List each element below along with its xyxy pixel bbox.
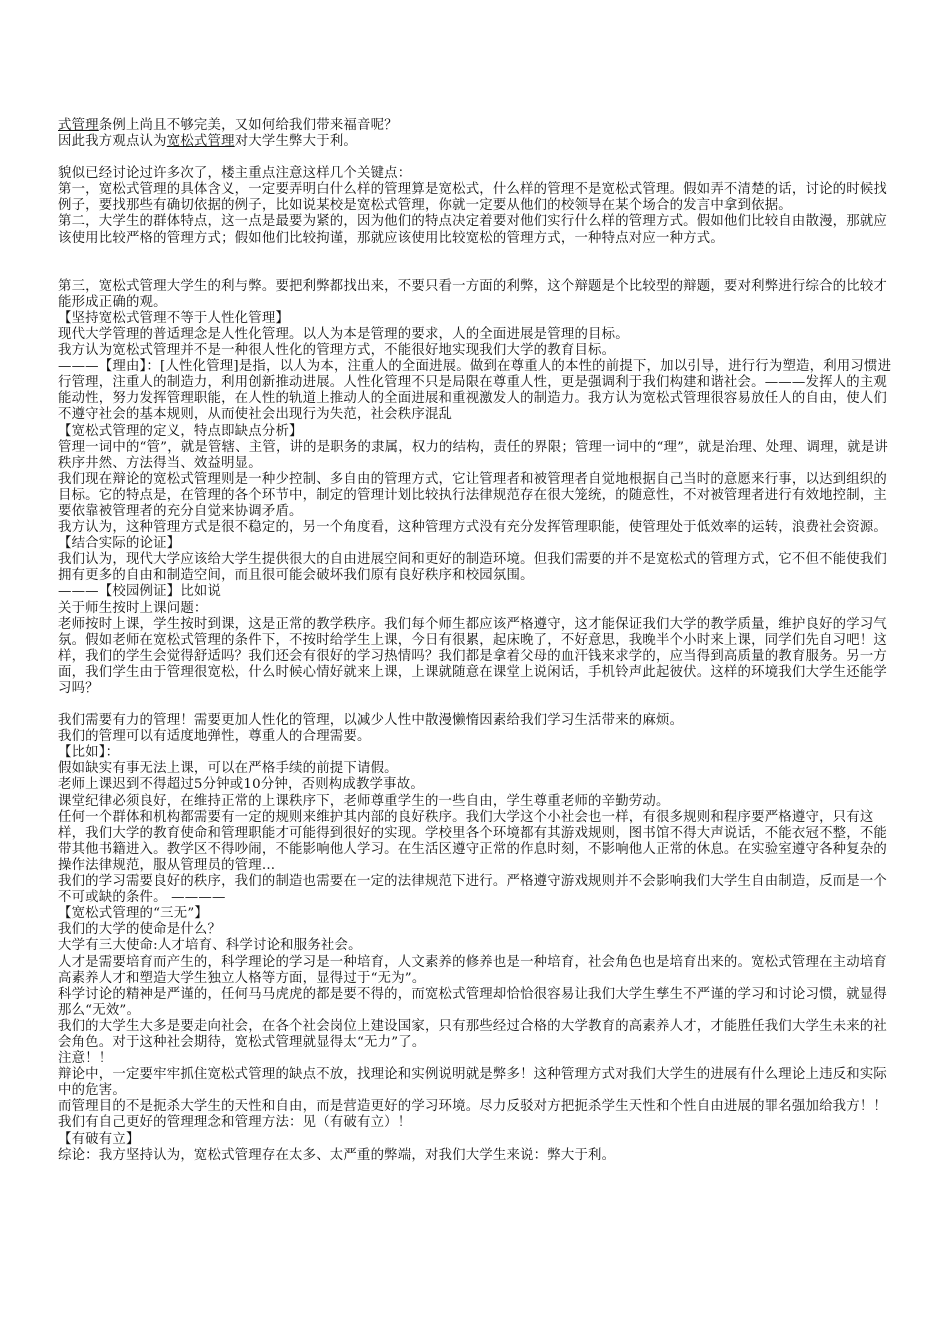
- paragraph: 辩论中，一定要牢牢抓住宽松式管理的缺点不放，找理论和实例说明就是弊多！这种管理方式对我们大学生的进展有什么理论上违反和实际中的危害。: [58, 1067, 888, 1099]
- section-heading: 【比如】：: [58, 745, 120, 761]
- paragraph: 老师按时上课，学生按时到课，这是正常的教学秩序。我们每个师生都应该严格遵守，这才能保证我们大学的教学质量，维护良好的学习气氛。假如老师在宽松式管理的条件下，不按时给学生上课，今日有很累，起床晚了，不好意思，我晚半个小时来上课，同学们先自习吧！这样，我们的学生会觉得舒适吗？我们还会有很好的学习热情吗？我们都是拿着父母的血汗钱来求学的，应当得到高质量的教育服务。另一方面，我们学生由于管理很宽松，什么时候心情好就来上课，上课就随意在课堂上说闲话，手机铃声此起彼伏。这样的环境我们大学生还能学习吗？: [58, 616, 888, 696]
- paragraph: 人才是需要培育而产生的，科学理论的学习是一种培育，人文素养的修养也是一种培育，社会角色也是培育出来的。宽松式管理在主动培育高素养人才和塑造大学生独立人格等方面，显得过于“无为”。: [58, 954, 888, 986]
- paragraph: 假如缺实有事无法上课，可以在严格手续的前提下请假。: [58, 761, 398, 777]
- section-heading: 【宽松式管理的定义，特点即缺点分析】: [58, 423, 303, 439]
- spacer: [58, 697, 900, 713]
- section-heading: 【有破有立】: [58, 1131, 140, 1147]
- paragraph: ———【理由】：[人性化管理]是指，以人为本，注重人的全面进展。做到在尊重人的本性的前提下，加以引导，进行行为塑造，利用习惯进行管理，注重人的制造力，利用创新推动进展。人性化管理不只是局限在尊重人性，更是强调利于我们构建和谐社会。———发挥人的主观能动性，努力发挥管理职能，在人性的轨道上推动人的全面进展和重视激发人的制造力。我方认为宽松式管理很容易放任人的自由，使人们不遵守社会的基本规则，从而使社会出现行为失范，社会秩序混乱: [58, 359, 892, 423]
- section-heading: 【坚持宽松式管理不等于人性化管理】: [58, 310, 290, 326]
- paragraph: 而管理目的不是扼杀大学生的天性和自由，而是营造更好的学习环境。尽力反驳对方把扼杀学生天性和个性自由进展的罪名强加给我方！！我们有自己更好的管理理念和管理方法：见（有破有立）！: [58, 1099, 888, 1131]
- paragraph: 第三，宽松式管理大学生的利与弊。要把利弊都找出来，不要只看一方面的利弊，这个辩题是个比较型的辩题，要对利弊进行综合的比较才能形成正确的观。: [58, 278, 888, 310]
- line-1: 式管理条例上尚且不够完美，又如何给我们带来福音呢？: [58, 118, 398, 133]
- paragraph: 任何一个群体和机构都需要有一定的规则来维护其内部的良好秩序。我们大学这个小社会也一样，有很多规则和程序要严格遵守，只有这样，我们大学的教育使命和管理职能才可能得到很好的实现。学校里各个环境都有其游戏规则，图书馆不得大声说话，不能衣冠不整，不能带其他书籍进入。教学区不得吵闹，不能影响他人学习。在生活区遵守正常的作息时刻，不影响他人正常的休息。在实验室遵守各种复杂的操作法律规范，服从管理员的管理...: [58, 809, 888, 873]
- paragraph: 我们的大学的使命是什么？: [58, 922, 222, 938]
- section-heading: ———【校园例证】比如说: [58, 584, 222, 600]
- paragraph: 我们认为，现代大学应该给大学生提供很大的自由进展空间和更好的制造环境。但我们需要的并不是宽松式的管理方式，它不但不能使我们拥有更多的自由和制造空间，而且很可能会破坏我们原有良好秩序和校园氛围。: [58, 552, 888, 584]
- section-heading: 【宽松式管理的“三无”】: [58, 906, 208, 922]
- paragraph: 关于师生按时上课问题：: [58, 600, 208, 616]
- paragraph: 注意！！: [58, 1051, 113, 1067]
- paragraph: 第二，大学生的群体特点，这一点是最要为紧的，因为他们的特点决定着要对他们实行什么样的管理方式。假如他们比较自由散漫，那就应该使用比较严格的管理方式；假如他们比较拘谨，那就应该使用比较宽松的管理方式，一种特点对应一种方式。: [58, 214, 888, 246]
- paragraph: 管理一词中的“管”，就是管辖、主管，讲的是职务的隶属，权力的结构，责任的界限；管理一词中的“理”，就是治理、处理、调理，就是讲秩序井然、方法得当、效益明显。: [58, 439, 889, 471]
- paragraph: 第一，宽松式管理的具体含义，一定要弄明白什么样的管理算是宽松式，什么样的管理不是宽松式管理。假如弄不清楚的话，讨论的时候找例子，要找那些有确切依据的例子，比如说某校是宽松式管理，你就一定要从他们的校领导在某个场合的发言中拿到依据。: [58, 182, 888, 214]
- paragraph: 现代大学管理的普适理念是人性化管理。以人为本是管理的要求，人的全面进展是管理的目标。: [58, 326, 629, 342]
- underlined-term: 宽松式管理: [166, 134, 235, 150]
- spacer: [58, 150, 900, 166]
- paragraph: 我方认为宽松式管理并不是一种很人性化的管理方式，不能很好地实现我们大学的教育目标。: [58, 343, 616, 359]
- paragraph: 大学有三大使命:人才培育、科学讨论和服务社会。: [58, 938, 362, 954]
- paragraph: 我们需要有力的管理！需要更加人性化的管理，以减少人性中散漫懒惰因素给我们学习生活带来的麻烦。: [58, 713, 684, 729]
- paragraph: 我们的大学生大多是要走向社会，在各个社会岗位上建设国家，只有那些经过合格的大学教育的高素养人才，才能胜任我们大学生未来的社会角色。对于这种社会期待，宽松式管理就显得太“无力”了。: [58, 1018, 888, 1050]
- spacer: [58, 247, 900, 279]
- paragraph: 我们的管理可以有适度地弹性，尊重人的合理需要。: [58, 729, 371, 745]
- line-2: 因此我方观点认为宽松式管理对大学生弊大于利。: [58, 134, 358, 150]
- section-heading: 【结合实际的论证】: [58, 536, 181, 552]
- paragraph: 综论：我方坚持认为，宽松式管理存在太多、太严重的弊端，对我们大学生来说：弊大于利。: [58, 1147, 616, 1163]
- paragraph: 我们现在辩论的宽松式管理则是一种少控制、多自由的管理方式，它让管理者和被管理者自觉地根据自己当时的意愿来行事，以达到组织的目标。它的特点是，在管理的各个环节中，制定的管理计划比较执行法律规范存在很大笼统，的随意性，不对被管理者进行有效地控制，主要依靠被管理者的充分自觉来协调矛盾。: [58, 471, 888, 519]
- paragraph: 貌似已经讨论过许多次了，楼主重点注意这样几个关键点：: [58, 166, 412, 182]
- paragraph: 老师上课迟到不得超过5分钟或10分钟，否则构成教学事故。: [58, 777, 424, 793]
- underlined-term: 式管理: [58, 118, 99, 133]
- document-body: [58, 118, 900, 1164]
- paragraph: 我们的学习需要良好的秩序，我们的制造也需要在一定的法律规范下进行。严格遵守游戏规则并不会影响我们大学生自由制造，反而是一个不可或缺的条件。 ————: [58, 874, 888, 906]
- paragraph: 科学讨论的精神是严谨的，任何马马虎虎的都是要不得的，而宽松式管理却恰恰很容易让我们大学生孳生不严谨的学习和讨论习惯，就显得那么“无效”。: [58, 986, 888, 1018]
- paragraph: 我方认为，这种管理方式是很不稳定的，另一个角度看，这种管理方式没有充分发挥管理职能，使管理处于低效率的运转，浪费社会资源。: [58, 520, 888, 536]
- paragraph: 课堂纪律必须良好，在维持正常的上课秩序下，老师尊重学生的一些自由，学生尊重老师的辛勤劳动。: [58, 793, 670, 809]
